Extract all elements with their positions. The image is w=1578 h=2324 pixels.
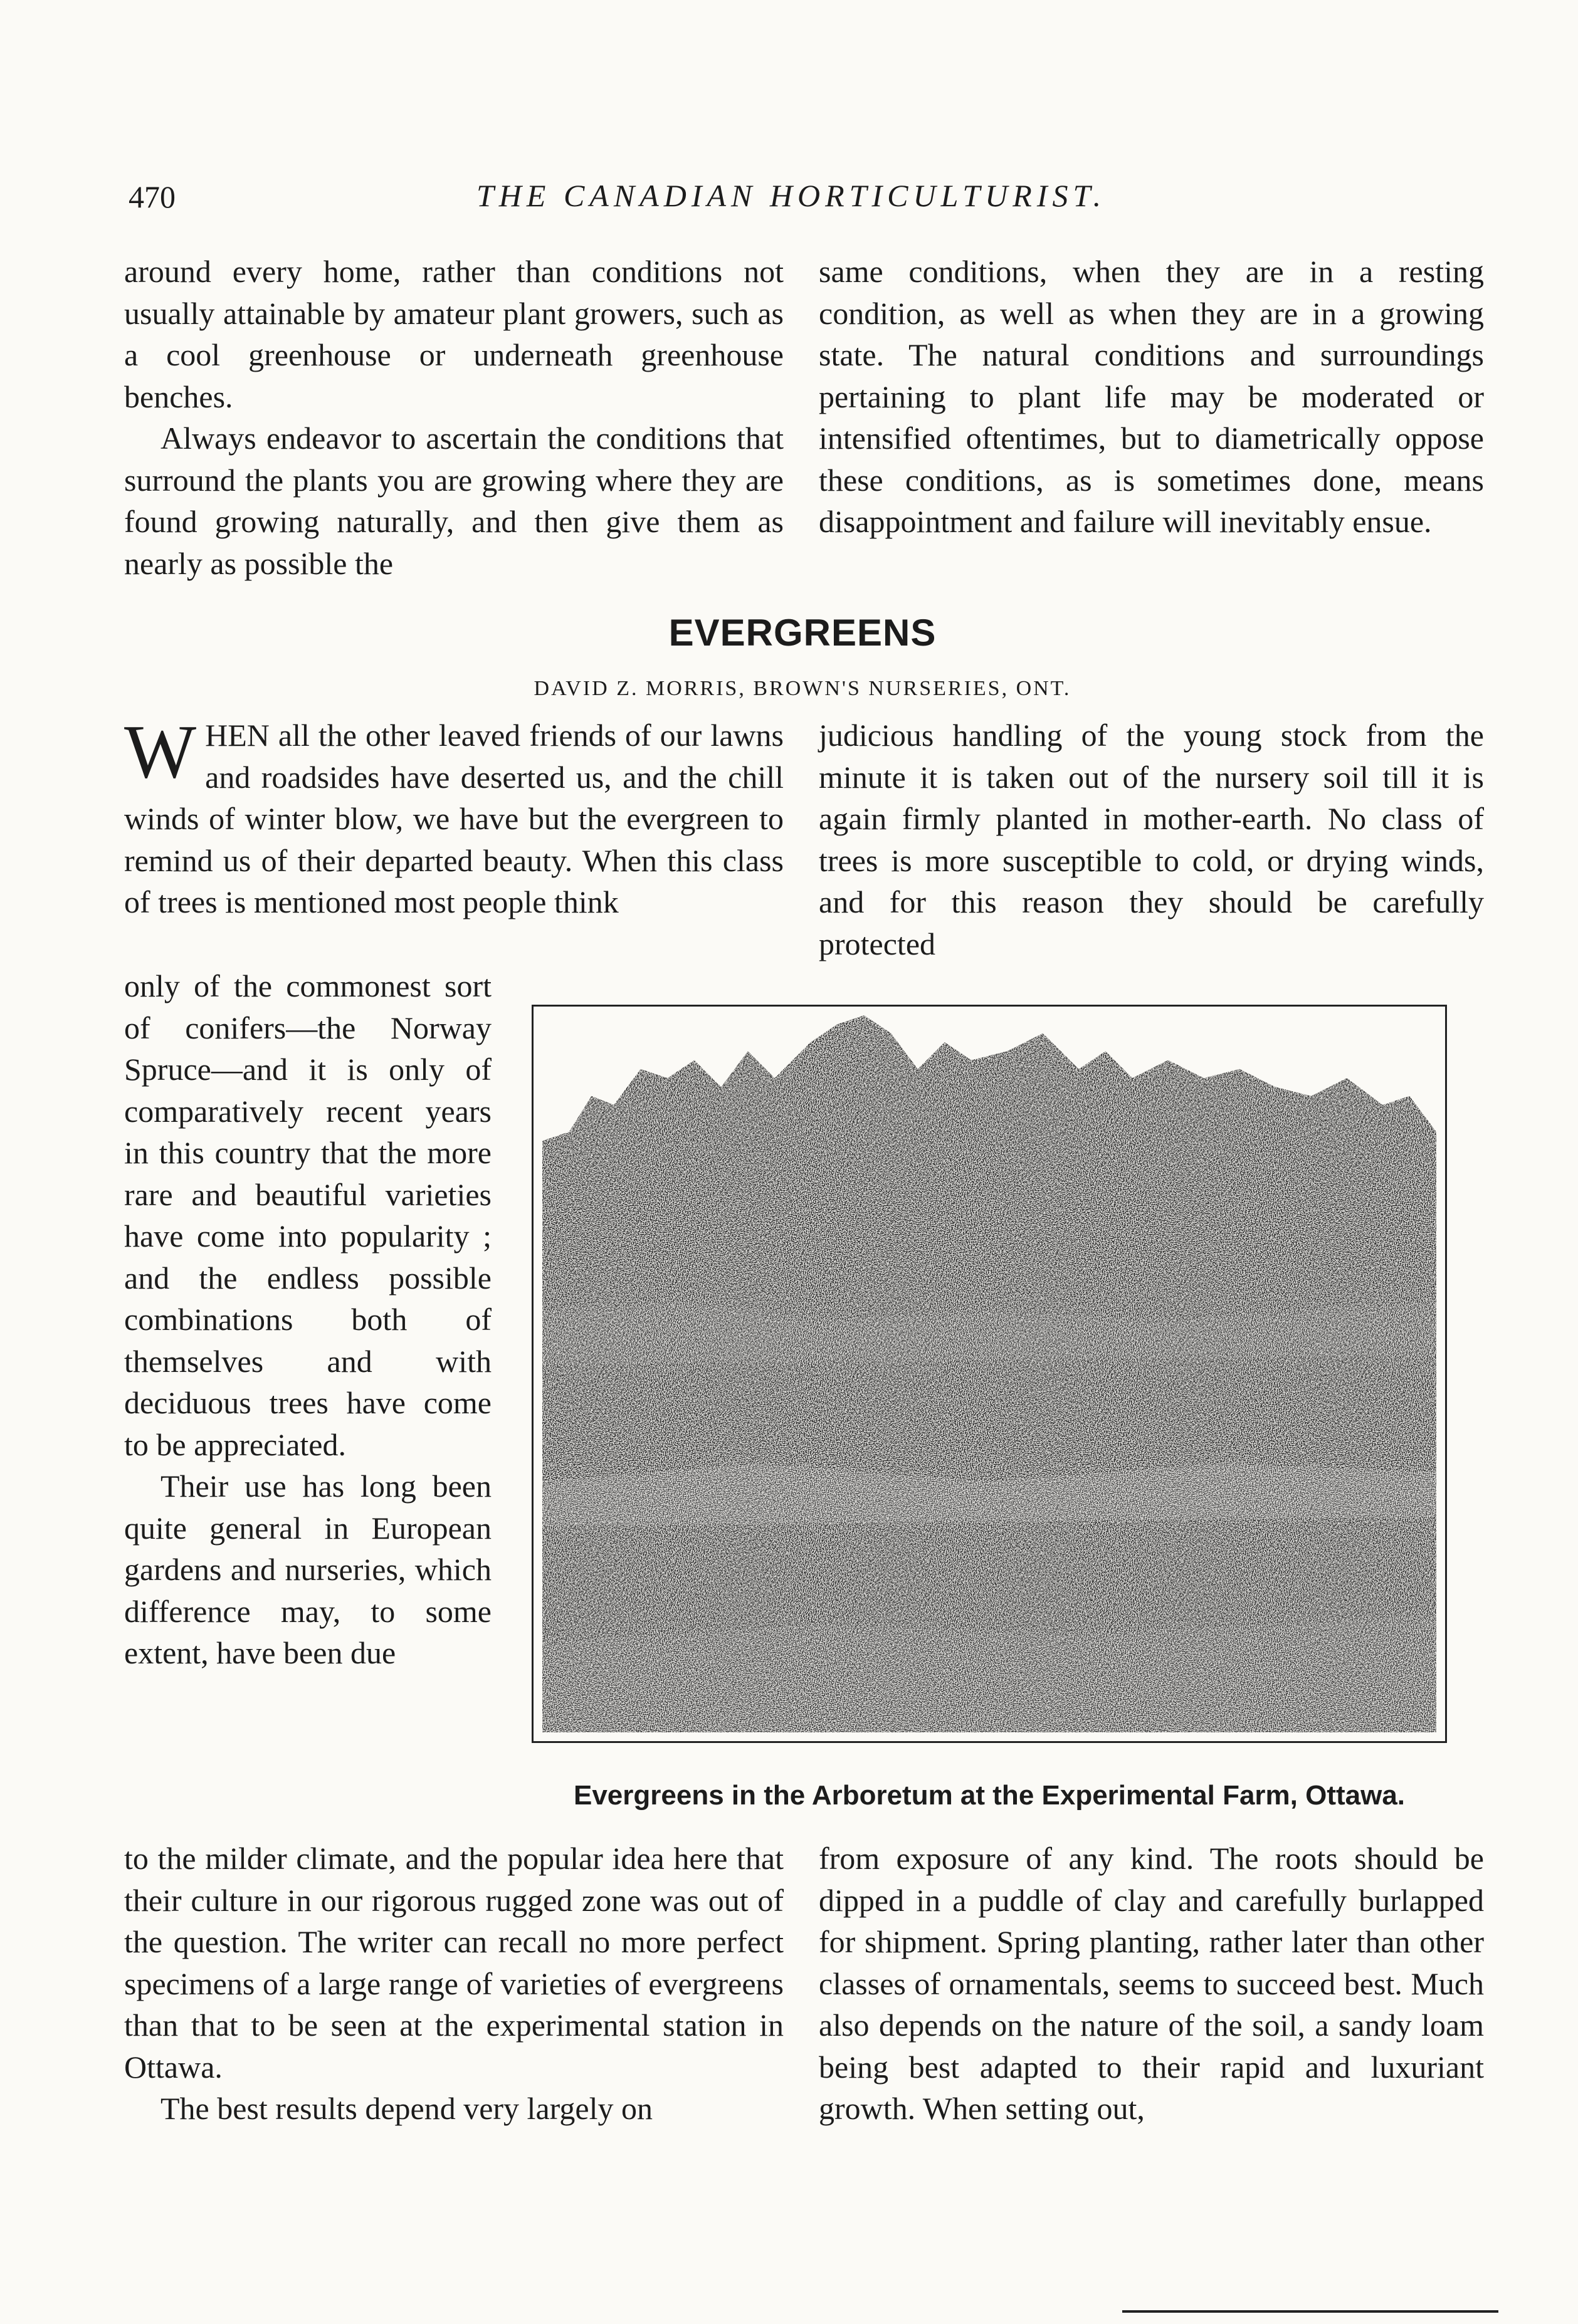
top-right-paragraph: same conditions, when they are in a resting condition, as well as when they are in a growing state. The natural conditions and surroundings pertaining to plant life may be moderated or intensified oftentimes, but to diametrically oppose these conditions, as is sometimes done, means disappointment and failure will inevitably ensue. [819,254,1484,539]
top-left-paragraph-2: Always endeavor to ascertain the conditions that surround the plants you are growing where they are found growing naturally, and then give them as nearly as possible the [124,421,784,581]
paragraph-3: The best results depend very largely on [160,2091,653,2126]
intro-left-column [124,709,784,923]
right-paragraph-bottom: from exposure of any kind. The roots should be dipped in a puddle of clay and carefully burlapped for shipment. Spring planting, rather later than other classes of ornamentals, seems to succeed best. Much also depends on the nature of the soil, a sandy loam being best adapted to their rapid and luxuriant growth. When setting out, [819,1841,1484,2126]
paragraph-2-continuation: to the milder climate, and the popular idea here that their culture in our rigorous rugged zone was out of the question. The writer can recall no more perfect specimens of a large range of varieties of evergreens than that to be seen at the experimental station in Ottawa. [124,1841,784,2085]
intro-right-column [819,714,1484,965]
running-head: THE CANADIAN HORTICULTURIST. [476,178,1107,213]
intro-paragraph [124,709,784,923]
article-byline: DAVID Z. MORRIS, BROWN'S NURSERIES, ONT. [534,677,1071,700]
drop-cap: W [124,709,197,794]
page-number: 470 [129,179,176,214]
intro-continuation: only of the commonest sort of conifers—the Norway Spruce—and it is only of comparatively recent years in this country that the more rare and beautiful varieties have come into popularity ; and the endless possible combinations both of themselves and with deciduous trees have come to be appreciated. [124,968,492,1462]
right-paragraph-top: judicious handling of the young stock from the minute it is taken out of the nursery soil till it is again firmly planted in mother-earth. No class of trees is more susceptible to cold, or drying winds, and for this reason they should be carefully protected [819,718,1484,961]
figure-caption: Evergreens in the Arboretum at the Experimental Farm, Ottawa. [573,1780,1406,1811]
intro-text: HEN all the other leaved friends of our lawns and roadsides have deserted us, and the chill winds of winter blow, we have but the evergreen to remind us of their departed beauty. When this class of trees is mentioned most people think [124,718,784,919]
top-left-column [124,251,784,584]
narrow-column [124,965,492,1674]
bottom-rule [1122,2310,1498,2313]
bottom-left-column [124,1838,784,2130]
article-title: EVERGREENS [668,612,937,654]
evergreen-trees-image [542,1015,1436,1732]
top-left-paragraph-1: around every home, rather than conditions not usually attainable by amateur plant growers, such as a cool greenhouse or underneath greenhouse benches. [124,254,784,414]
bottom-right-column [819,1838,1484,2130]
paragraph-2-start: Their use has long been quite general in European gardens and nurseries, which difference may, to some extent, have been due [124,1468,492,1670]
top-right-column [819,251,1484,543]
arboretum-photo [532,1005,1447,1743]
